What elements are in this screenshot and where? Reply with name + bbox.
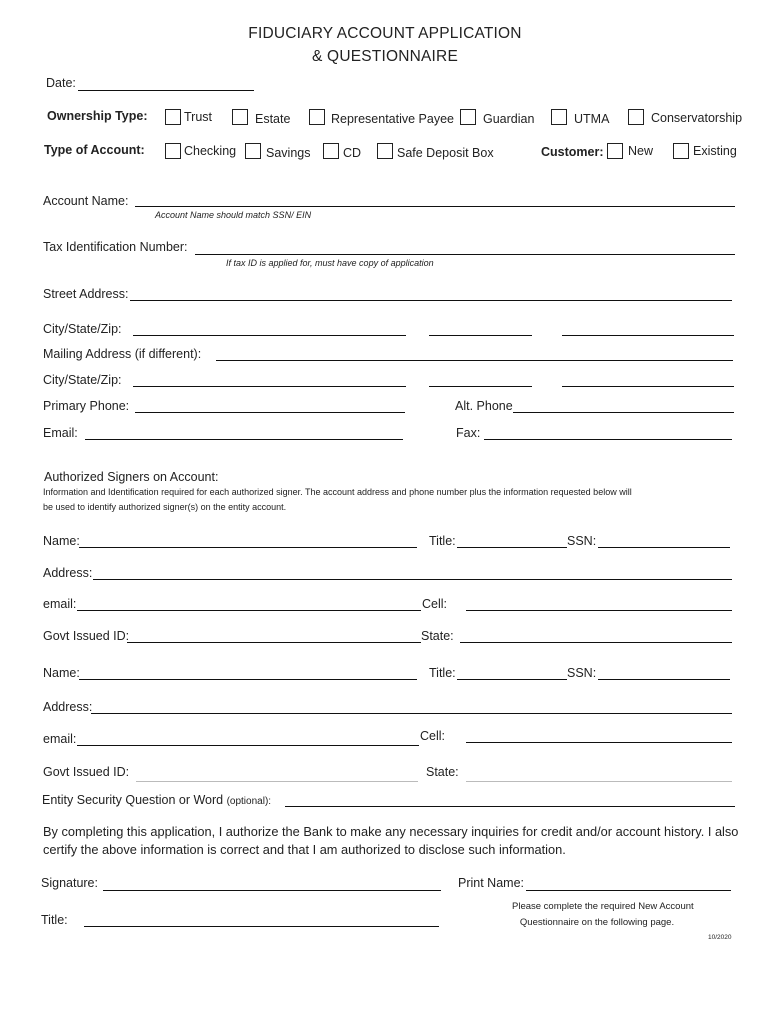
zip-field[interactable] [562, 335, 734, 336]
account-savings-checkbox[interactable] [245, 143, 261, 159]
ownership-estate-checkbox[interactable] [232, 109, 248, 125]
questionnaire-note-line1: Please complete the required New Account [512, 901, 694, 912]
signer1-title-field[interactable] [457, 547, 567, 548]
security-question-optional: (optional): [226, 796, 272, 807]
email-label: Email: [43, 426, 78, 440]
customer-new-label: New [628, 144, 654, 158]
signer2-cell-field[interactable] [466, 742, 732, 743]
street-address-label: Street Address: [43, 287, 129, 301]
account-name-label: Account Name: [43, 194, 129, 208]
signers-info-line1: Information and Identification required for each authorized signer. The account address and phone number plus the information requested below will [43, 487, 632, 497]
signer1-title-label: Title: [429, 534, 456, 548]
mailing-city-field[interactable] [133, 386, 406, 387]
signer1-email-field[interactable] [77, 610, 421, 611]
ownership-trust-label: Trust [184, 110, 213, 124]
customer-label: Customer: [541, 145, 604, 159]
signer1-name-label: Name: [43, 534, 80, 548]
ownership-estate-label: Estate [255, 112, 291, 126]
street-address-field[interactable] [130, 300, 732, 301]
signer2-ssn-field[interactable] [598, 679, 730, 680]
account-type-label: Type of Account: [44, 143, 145, 157]
signer2-state-label: State: [426, 765, 459, 779]
primary-phone-field[interactable] [135, 412, 405, 413]
signer2-title-label: Title: [429, 666, 456, 680]
tax-id-note: If tax ID is applied for, must have copy of application [226, 258, 434, 268]
ownership-representative-payee-label: Representative Payee [331, 112, 454, 126]
signer2-address-field[interactable] [91, 713, 732, 714]
date-field[interactable] [78, 90, 254, 91]
page-title: FIDUCIARY ACCOUNT APPLICATION [248, 25, 522, 42]
signer2-name-label: Name: [43, 666, 80, 680]
account-safe-deposit-checkbox[interactable] [377, 143, 393, 159]
security-question-field[interactable] [285, 806, 735, 807]
signer1-state-field[interactable] [460, 642, 732, 643]
signer1-address-label: Address: [43, 566, 93, 580]
signer2-govt-id-field[interactable] [136, 781, 418, 782]
account-safe-deposit-label: Safe Deposit Box [397, 146, 494, 160]
account-savings-label: Savings [266, 146, 311, 160]
security-question-label [42, 793, 271, 807]
ownership-conservatorship-checkbox[interactable] [628, 109, 644, 125]
account-cd-checkbox[interactable] [323, 143, 339, 159]
signer1-cell-field[interactable] [466, 610, 732, 611]
signer1-govt-id-field[interactable] [127, 642, 421, 643]
city-state-zip-label: City/State/Zip: [43, 322, 122, 336]
revision-date: 10/2020 [708, 934, 732, 941]
alt-phone-field[interactable] [513, 412, 734, 413]
signer1-address-field[interactable] [93, 579, 732, 580]
primary-phone-label: Primary Phone: [43, 399, 130, 413]
signer2-state-field[interactable] [466, 781, 732, 782]
ownership-utma-label: UTMA [574, 112, 610, 126]
signer2-email-field[interactable] [77, 745, 419, 746]
account-checking-label: Checking [184, 144, 237, 158]
signer1-state-label: State: [421, 629, 454, 643]
account-cd-label: CD [343, 146, 362, 160]
signer2-email-label: email: [43, 732, 77, 746]
signer1-cell-label: Cell: [422, 597, 448, 611]
authorization-line2: certify the above information is correct and that I am authorized to disclose such information. [43, 842, 566, 857]
mailing-state-field[interactable] [429, 386, 532, 387]
signer-title-label: Title: [41, 913, 68, 927]
signature-label: Signature: [41, 876, 98, 890]
ownership-type-label: Ownership Type: [47, 109, 148, 123]
account-name-field[interactable] [135, 206, 735, 207]
signer1-email-label: email: [43, 597, 77, 611]
ownership-utma-checkbox[interactable] [551, 109, 567, 125]
signer2-address-label: Address: [43, 700, 93, 714]
state-field[interactable] [429, 335, 532, 336]
alt-phone-label: Alt. Phone [455, 399, 513, 413]
fax-field[interactable] [484, 439, 732, 440]
signer1-ssn-label: SSN: [567, 534, 597, 548]
authorization-line1: By completing this application, I authorize the Bank to make any necessary inquiries for credit and/or account history. I also [43, 824, 739, 839]
mailing-address-field[interactable] [216, 360, 733, 361]
signature-field[interactable] [103, 890, 441, 891]
signer-title-field[interactable] [84, 926, 439, 927]
questionnaire-note-line2: Questionnaire on the following page. [519, 917, 675, 928]
ownership-trust-checkbox[interactable] [165, 109, 181, 125]
signers-heading: Authorized Signers on Account: [44, 470, 219, 484]
account-name-note: Account Name should match SSN/ EIN [155, 210, 312, 220]
ownership-representative-payee-checkbox[interactable] [309, 109, 325, 125]
ownership-guardian-label: Guardian [483, 112, 535, 126]
account-checking-checkbox[interactable] [165, 143, 181, 159]
mailing-address-label: Mailing Address (if different): [43, 347, 202, 361]
signer2-cell-label: Cell: [420, 729, 446, 743]
ownership-guardian-checkbox[interactable] [460, 109, 476, 125]
tax-id-field[interactable] [195, 254, 735, 255]
signer2-title-field[interactable] [457, 679, 567, 680]
signer1-name-field[interactable] [79, 547, 417, 548]
security-question-text: Entity Security Question or Word [42, 793, 224, 807]
signers-info-line2: be used to identify authorized signer(s) on the entity account. [43, 502, 287, 512]
customer-existing-checkbox[interactable] [673, 143, 689, 159]
tax-id-label: Tax Identification Number: [43, 240, 188, 254]
date-label: Date: [46, 76, 76, 90]
signer2-name-field[interactable] [79, 679, 417, 680]
fax-label: Fax: [456, 426, 481, 440]
print-name-label: Print Name: [458, 876, 524, 890]
customer-existing-label: Existing [693, 144, 737, 158]
signer1-ssn-field[interactable] [598, 547, 730, 548]
page-subtitle: & QUESTIONNAIRE [312, 48, 458, 65]
signer2-govt-id-label: Govt Issued ID: [43, 765, 130, 779]
ownership-conservatorship-label: Conservatorship [651, 111, 743, 125]
print-name-field[interactable] [526, 890, 731, 891]
email-field[interactable] [85, 439, 403, 440]
city-field[interactable] [133, 335, 406, 336]
mailing-zip-field[interactable] [562, 386, 734, 387]
signer2-ssn-label: SSN: [567, 666, 597, 680]
customer-new-checkbox[interactable] [607, 143, 623, 159]
signer1-govt-id-label: Govt Issued ID: [43, 629, 130, 643]
mailing-city-state-zip-label: City/State/Zip: [43, 373, 122, 387]
